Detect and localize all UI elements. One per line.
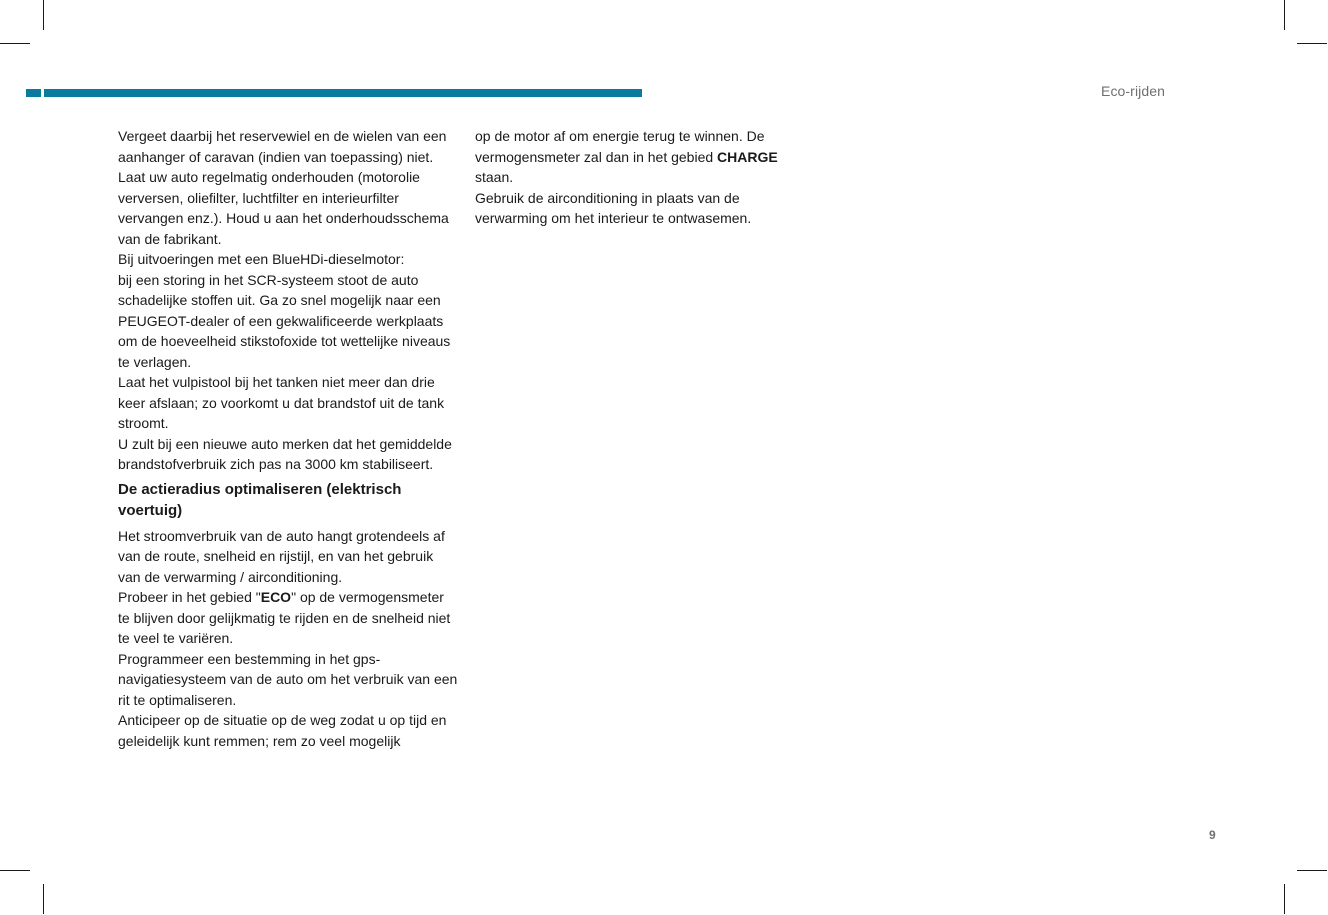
subheading: De actieradius optimaliseren (elektrisch voertuig) xyxy=(118,480,402,519)
paragraph: Laat het vulpistool bij het tanken niet meer dan drie keer afslaan; zo voorkomt u dat brandstof uit de tank stroomt. xyxy=(118,374,445,431)
text-run: Probeer in het gebied " xyxy=(118,589,261,605)
crop-mark-bottom-left-vertical xyxy=(43,884,44,914)
text-run: op de motor af om energie terug te winnen. De vermogensmeter zal dan in het gebied xyxy=(475,128,765,165)
paragraph: bij een storing in het SCR-systeem stoot de auto schadelijke stoffen uit. Ga zo snel mogelijk naar een PEUGEOT-dealer of een gekwalificeerde werkplaats om de hoeveelheid stikstofoxide tot wettelijke niveaus te verlagen. xyxy=(118,271,451,370)
crop-mark-top-right-vertical xyxy=(1284,0,1285,30)
bold-term: CHARGE xyxy=(717,148,778,165)
crop-mark-bottom-right-horizontal xyxy=(1297,870,1327,871)
text-run: staan. xyxy=(475,169,514,185)
page-number: 9 xyxy=(1209,828,1216,842)
section-title: Eco-rijden xyxy=(1101,83,1166,99)
paragraph: Het stroomverbruik van de auto hangt grotendeels af van de route, snelheid en rijstijl, en van het gebruik van de verwarming / airconditioning. xyxy=(118,527,445,585)
text-run: " op de vermogensmeter te blijven door gelijkmatig te rijden en de snelheid niet te veel te variëren. xyxy=(118,589,451,646)
crop-mark-bottom-right-vertical xyxy=(1284,884,1285,914)
crop-mark-top-left-horizontal xyxy=(0,43,30,44)
crop-mark-bottom-left-horizontal xyxy=(0,870,30,871)
paragraph xyxy=(475,126,793,188)
paragraph: Gebruik de airconditioning in plaats van de verwarming om het interieur te ontwasemen. xyxy=(475,189,752,226)
header-accent-bar xyxy=(26,89,642,97)
paragraph xyxy=(118,587,458,649)
header-bar-notch xyxy=(41,89,44,97)
paragraph: Programmeer een bestemming in het gps-navigatiesysteem van de auto om het verbruik van een rit te optimaliseren. xyxy=(118,650,458,708)
paragraph: Vergeet daarbij het reservewiel en de wielen van een aanhanger of caravan (indien van toepassing) niet. xyxy=(118,128,447,165)
text-column-right xyxy=(475,126,793,229)
paragraph: Bij uitvoeringen met een BlueHDi-dieselmotor: xyxy=(118,251,405,267)
text-column-left xyxy=(118,126,458,751)
crop-mark-top-left-vertical xyxy=(43,0,44,30)
crop-mark-top-right-horizontal xyxy=(1297,43,1327,44)
bold-term: ECO xyxy=(260,589,292,605)
paragraph: U zult bij een nieuwe auto merken dat het gemiddelde brandstofverbruik zich pas na 3000 km stabiliseert. xyxy=(118,435,452,472)
paragraph: Anticipeer op de situatie op de weg zodat u op tijd en geleidelijk kunt remmen; rem zo veel mogelijk xyxy=(118,712,447,749)
paragraph: Laat uw auto regelmatig onderhouden (motorolie verversen, oliefilter, luchtfilter en interieurfilter vervangen enz.). Houd u aan het onderhoudsschema van de fabrikant. xyxy=(118,169,449,247)
